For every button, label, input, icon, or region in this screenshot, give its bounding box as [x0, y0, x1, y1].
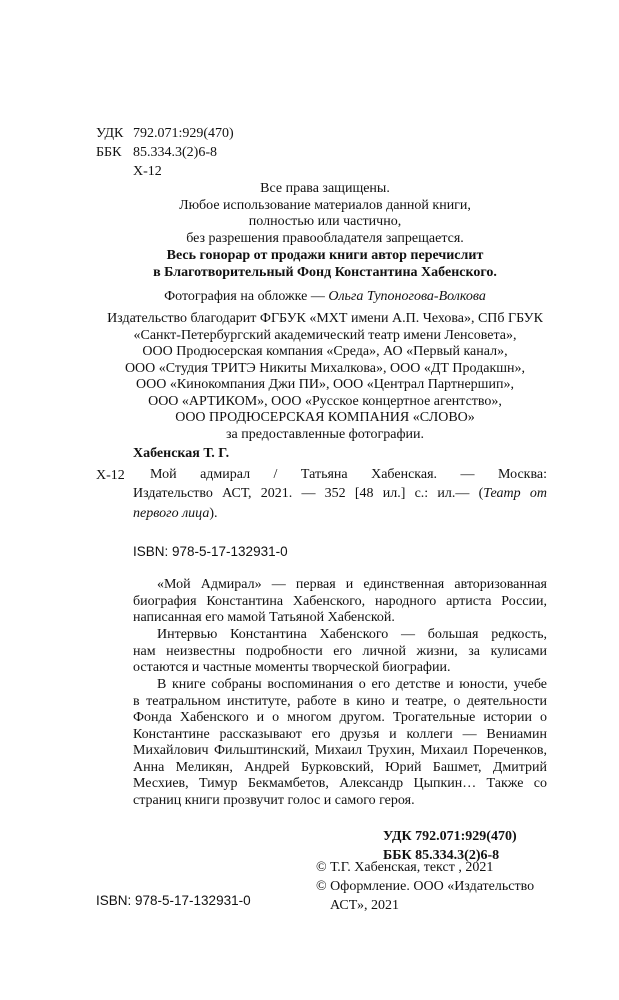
annotation-line: «Мой Адмирал» — первая и единственная авторизованная: [157, 577, 547, 592]
rights-line: Любое использование материалов данной книги,: [179, 197, 471, 213]
annotation-line: страниц книги прозвучит голос и самого героя.: [133, 792, 415, 808]
copyright-line: © Т.Г. Хабенская, текст , 2021: [316, 860, 494, 875]
udk-value: 792.071:929(470): [133, 126, 234, 141]
isbn-top: ISBN: 978-5-17-132931-0: [133, 544, 288, 559]
annotation-p2: [133, 627, 547, 677]
annotation-line: Фонда Хабенского и о многом другом. Трогательные истории о: [133, 710, 547, 725]
donation-notice: [95, 248, 555, 281]
thanks-line: «Санкт-Петербургский академический театр имени Ленсовета»,: [133, 327, 517, 343]
cover-photo-credit: [95, 289, 555, 306]
annotation-line: биография Константина Хабенского, народного артиста России,: [133, 593, 547, 609]
bib-author-heading: Хабенская Т. Г.: [133, 446, 230, 461]
rights-line: без разрешения правообладателя запрещается.: [186, 230, 464, 246]
annotation-line: нам неизвестны подробности его личной жизни, за кулисами: [133, 643, 547, 659]
bbk-label: ББК: [96, 145, 122, 160]
bib-mark: Х-12: [96, 468, 125, 483]
thanks-line: ООО «Кинокомпания Джи ПИ», ООО «Централ Партнершип»,: [136, 377, 514, 392]
bib-description-cont: [133, 486, 547, 522]
donation-line: в Благотворительный Фонд Константина Хабенского.: [153, 264, 497, 280]
footer-udk: УДК 792.071:929(470): [383, 829, 517, 844]
bib-line: Мой адмирал / Татьяна Хабенская. — Москва:: [150, 467, 547, 482]
thanks-line: Издательство благодарит ФГБУК «МХТ имени А.П. Чехова», СПб ГБУК: [107, 311, 543, 326]
thanks-line: ООО ПРОДЮСЕРСКАЯ КОМПАНИЯ «СЛОВО»: [175, 410, 475, 425]
annotation-line: остаются и частные моменты творческой биографии.: [133, 660, 451, 675]
rights-line: Все права защищены.: [260, 181, 390, 196]
bib-description: [150, 467, 547, 484]
annotation-line: в театральном институте, работе в кино и театре, о деятельности: [133, 693, 547, 709]
author-mark-top: Х-12: [133, 164, 162, 179]
thanks-line: ООО Продюсерская компания «Среда», АО «Первый канал»,: [142, 344, 508, 359]
annotation-line: Интервью Константина Хабенского — большая редкость,: [157, 627, 547, 642]
annotation-line: Анна Меликян, Андрей Бурковский, Юрий Башмет, Дмитрий: [133, 759, 547, 775]
cover-photo-author: Ольга Тупоногова-Волкова: [328, 289, 486, 304]
bib-series-italic-cont: первого лица: [133, 505, 210, 521]
copyright-line: АСТ», 2021: [330, 898, 399, 913]
bib-line: [133, 506, 547, 523]
bib-line: [133, 486, 547, 503]
rights-line: полностью или частично,: [248, 214, 402, 229]
rights-notice: [95, 181, 555, 247]
annotation-line: Константине рассказывают его друзья и коллеги — Вениамин: [133, 726, 547, 742]
footer-bbk: ББК 85.334.3(2)6-8: [383, 848, 500, 863]
donation-line: Весь гонорар от продажи книги автор перечислит: [166, 248, 484, 263]
thanks-line: за предоставленные фотографии.: [225, 426, 425, 442]
bib-line3-tail: ).: [209, 505, 218, 521]
thanks-block: [95, 311, 555, 443]
annotation-line: написанная его мамой Татьяной Хабенской.: [133, 610, 395, 625]
thanks-line: ООО «АРТИКОМ», ООО «Русское концертное агентство»,: [148, 393, 502, 409]
annotation-line: В книге собраны воспоминания о его детстве и юности, учебе: [157, 677, 547, 692]
copyright-line: © Оформление. ООО «Издательство: [316, 879, 535, 894]
annotation-p1: [133, 577, 547, 627]
thanks-line: ООО «Студия ТРИТЭ Никиты Михалкова», ООО «ДТ Продакшн»,: [124, 360, 526, 376]
bib-series-italic: Театр от: [483, 486, 547, 501]
annotation-line: Михайлович Фильштинский, Михаил Трухин, Михаил Пореченков,: [133, 743, 547, 758]
udk-label: УДК: [96, 126, 124, 141]
annotation-p3: [133, 677, 547, 809]
cover-photo-label: Фотография на обложке —: [164, 289, 329, 304]
annotation-line: Месхиев, Тимур Бекмамбетов, Александр Цыпкин… Также со: [133, 776, 547, 791]
bbk-value: 85.334.3(2)6-8: [133, 145, 217, 160]
bib-line2-text: Издательство АСТ, 2021. — 352 [48 ил.] с.: ил.— (: [133, 486, 484, 501]
isbn-bottom: ISBN: 978-5-17-132931-0: [96, 893, 251, 908]
